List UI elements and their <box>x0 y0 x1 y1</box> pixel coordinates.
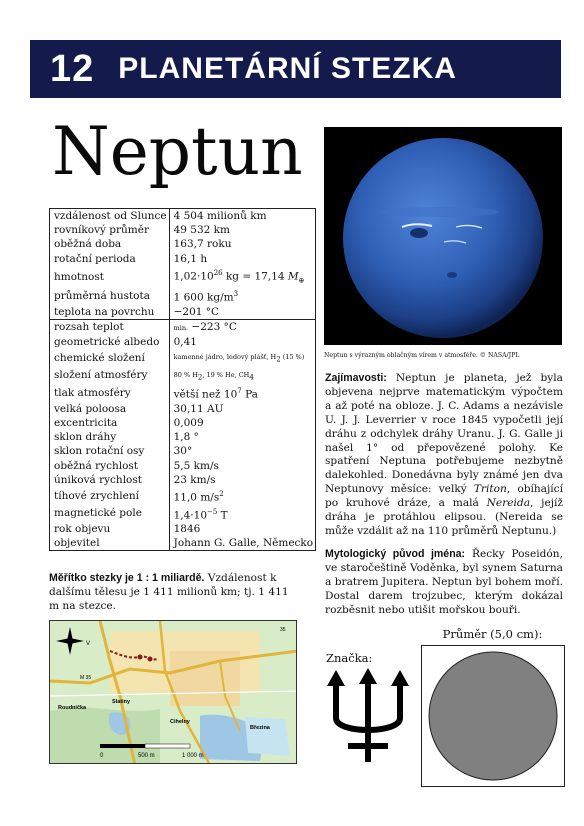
fact-value: 16,1 h <box>173 252 208 265</box>
fact-value: 5,5 km/s <box>173 459 219 472</box>
fact-key: sklon rotační osy <box>50 444 170 458</box>
map-place-1: Roudnička <box>58 705 87 711</box>
fact-key: velká poloosa <box>50 401 170 415</box>
fact-key: excentricita <box>50 416 170 430</box>
header-title: PLANETÁRNÍ STEZKA <box>118 52 457 85</box>
fact-row <box>50 305 316 320</box>
fact-value: 1846 <box>173 523 201 536</box>
mytologie-text: Řecky Poseidón, ve staročeštině Voděnka, byl synem Saturna a bratrem Jupitera. Neptun byl bohem moří. Dostal darem trojzubec, kterým dokázal rozběsnit nebo utišit mořskou bouři. <box>325 548 563 616</box>
map-place-3: Cihelny <box>170 719 190 725</box>
planet-title: Neptun <box>52 113 303 190</box>
fact-key: rovníkový průměr <box>50 223 170 237</box>
fact-value: 30° <box>173 445 193 458</box>
fact-key: průměrná hustota <box>50 287 170 305</box>
fact-row <box>50 287 316 305</box>
fact-value: 80 % $H_2$, 19 % He, $CH_4$ <box>173 370 254 381</box>
fact-key: chemické složení <box>50 349 170 366</box>
fact-key: geometrické albedo <box>50 335 170 349</box>
fact-value: větší než $10^7$ Pa <box>173 386 258 401</box>
facts-table <box>49 208 316 551</box>
fact-key: sklon dráhy <box>50 430 170 444</box>
trident-icon <box>326 668 410 764</box>
station-number: 12 <box>50 47 95 90</box>
fact-value: 0,41 <box>173 336 197 349</box>
scale-text: Vzdálenost k dalšímu tělesu je 1 411 milionů km; tj. 1 411 m na stezce. <box>49 572 289 612</box>
fact-value: kamenné jádro, ledový plášť, $H_2$ (15 %) <box>173 353 305 364</box>
fact-row <box>50 401 316 415</box>
fact-value: 1 600 $kg/m^3$ <box>173 290 239 304</box>
fact-row <box>50 209 316 224</box>
fact-key: rozsah teplot <box>50 319 170 335</box>
map-scale-500: 500 m <box>138 753 155 759</box>
fact-row <box>50 522 316 536</box>
map-road-1: M 35 <box>80 675 92 681</box>
fact-row <box>50 335 316 349</box>
fact-key: složení atmosféry <box>50 367 170 384</box>
fact-value: 0,009 <box>173 416 204 429</box>
zajimavosti-paragraph <box>325 372 563 539</box>
mytologie-paragraph <box>325 548 563 618</box>
fact-key: teplota na povrchu <box>50 305 170 320</box>
fact-row <box>50 319 316 335</box>
diameter-box <box>421 645 565 787</box>
fact-value: $1,02\cdot 10^{26}$ kg = 17,14 $M_\oplus$ <box>173 268 305 285</box>
fact-key: magnetické pole <box>50 505 170 523</box>
fact-key: tlak atmosféry <box>50 384 170 402</box>
fact-row <box>50 505 316 523</box>
map-place-4: Březina <box>250 725 270 731</box>
fact-key: úniková rychlost <box>50 473 170 487</box>
fact-key: objevitel <box>50 536 170 551</box>
neptune-photo <box>324 127 562 345</box>
map-road-2: 35 <box>280 627 286 633</box>
fact-value: min. −223 °C <box>169 319 316 335</box>
fact-row <box>50 473 316 487</box>
map-graphic <box>50 621 297 764</box>
fact-row <box>50 430 316 444</box>
photo-caption: Neptun s výrazným oblačným vírem v atmosféře. © NASA/JPL <box>324 352 520 359</box>
fact-row <box>50 367 316 384</box>
scale-paragraph <box>49 571 299 613</box>
fact-value: Johann G. Galle, Německo <box>173 537 314 550</box>
fact-key: tíhové zrychlení <box>50 487 170 505</box>
fact-key: rotační perioda <box>50 252 170 266</box>
fact-row <box>50 444 316 458</box>
trail-map <box>49 620 297 764</box>
diameter-label: Průměr (5,0 cm): <box>442 627 543 641</box>
neptune-graphic <box>324 127 562 345</box>
map-scale-1000: 1 000 m <box>182 753 204 759</box>
symbol-label: Značka: <box>326 651 373 665</box>
fact-value: 163,7 roku <box>173 238 232 251</box>
fact-row <box>50 237 316 251</box>
fact-row <box>50 384 316 402</box>
fact-value: $1,4\cdot 10^{-5}$ T <box>173 507 228 522</box>
map-place-2: Slatiny <box>112 699 131 705</box>
fact-row <box>50 252 316 266</box>
fact-key: oběžná rychlost <box>50 459 170 473</box>
fact-row <box>50 266 316 288</box>
fact-row <box>50 223 316 237</box>
scale-heading: Měřítko stezky je 1 : 1 miliardě. <box>49 572 205 584</box>
fact-value: 11,0 $m/s^2$ <box>173 490 224 504</box>
fact-value: 4 504 milionů km <box>173 210 267 222</box>
map-scale-0: 0 <box>100 753 104 759</box>
fact-value: −201 °C <box>173 305 220 318</box>
fact-key: hmotnost <box>50 266 170 288</box>
fact-row <box>50 459 316 473</box>
fact-row <box>50 536 316 551</box>
fact-key: vzdálenost od Slunce <box>50 209 170 224</box>
fact-row <box>50 487 316 505</box>
fact-row <box>50 416 316 430</box>
fact-value: 49 532 km <box>173 224 231 237</box>
fact-value: 1,8 ° <box>173 431 199 444</box>
zajimavosti-heading: Zajímavosti: <box>325 372 387 384</box>
header-banner <box>30 40 561 98</box>
map-road-3: V <box>86 641 91 647</box>
zajimavosti-text: Neptun je planeta, jež byla objevena nejprve matematickým výpočtem a až poté na obloze. J. C. Adams a nezávisle U. J. J. Leverrier v roce 1845 vypočetli její dráhu z odchylek dráhy Uranu. J. G. Galle ji našel 1° od přepovězené polohy. Ke spatření Neptuna potřebujeme nezbytně dalekohled. Donedávna byly známé jen dva Neptunovy měsíce: velký Triton, obíhající po kruhové dráze, a malá Nereida, jejíž dráha je protáhlou elipsou. (Nereida se může vzdálit až na 110 průměrů Neptunu.) <box>325 372 563 537</box>
planet-disk <box>422 646 564 786</box>
fact-key: oběžná doba <box>50 237 170 251</box>
fact-value: 23 km/s <box>173 474 216 486</box>
fact-value: 30,11 AU <box>173 402 224 415</box>
fact-row <box>50 349 316 366</box>
fact-key: rok objevu <box>50 522 170 536</box>
mytologie-heading: Mytologický původ jména: <box>325 548 466 560</box>
